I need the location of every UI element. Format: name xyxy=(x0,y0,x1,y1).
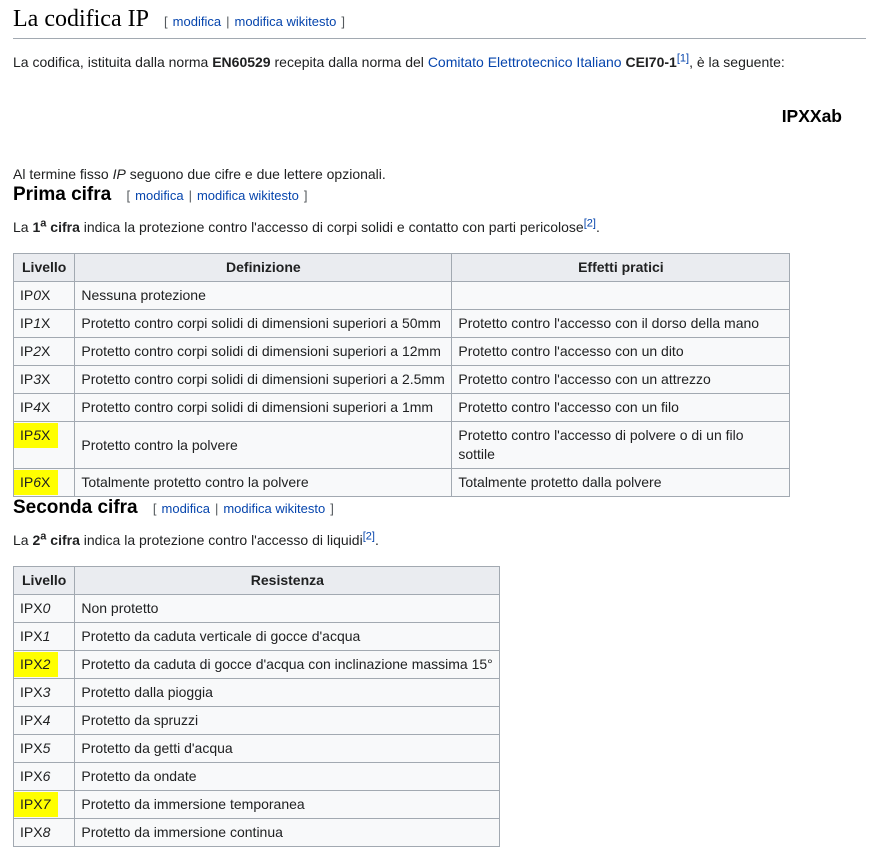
level-label: IPX0 xyxy=(20,600,51,616)
description-cell: Protetto contro corpi solidi di dimensioni superiori a 12mm xyxy=(75,338,452,366)
description-cell: Totalmente protetto dalla polvere xyxy=(452,469,790,497)
level-digit: 0 xyxy=(33,287,42,303)
edit-section xyxy=(127,188,308,203)
modifica-link[interactable]: modifica xyxy=(135,188,184,203)
level-digit: 7 xyxy=(42,796,51,812)
level-digit: 1 xyxy=(33,315,42,331)
table-row xyxy=(14,651,500,679)
description-cell: Protetto da ondate xyxy=(75,763,500,791)
level-digit: 2 xyxy=(33,343,42,359)
modifica-wikitesto-link[interactable]: modifica wikitesto xyxy=(223,501,326,516)
level-label-highlighted: IPX2 xyxy=(14,652,58,677)
note-ip-italic: IP xyxy=(112,166,126,182)
seconda-cifra-lead xyxy=(13,531,866,550)
reference-2-link[interactable]: [2] xyxy=(583,217,596,230)
level-label: IP1X xyxy=(20,315,51,331)
table-row xyxy=(14,735,500,763)
description-cell: Protetto contro l'accesso con un filo xyxy=(452,394,790,422)
description-cell: Protetto contro l'accesso con un dito xyxy=(452,338,790,366)
column-header: Livello xyxy=(14,254,75,282)
ordinal-sup: a xyxy=(40,530,47,543)
level-label: IPX4 xyxy=(20,712,51,728)
level-cell xyxy=(14,338,75,366)
description-cell: Totalmente protetto contro la polvere xyxy=(75,469,452,497)
level-digit: 6 xyxy=(33,474,42,490)
description-cell: Protetto da immersione temporanea xyxy=(75,791,500,819)
level-cell xyxy=(14,282,75,310)
level-label: IPX3 xyxy=(20,684,51,700)
table-row xyxy=(14,679,500,707)
edit-divider: | xyxy=(188,188,192,203)
level-cell xyxy=(14,707,75,735)
table-header-row xyxy=(14,254,790,282)
level-label: IPX1 xyxy=(20,628,51,644)
level-digit: 0 xyxy=(42,600,51,616)
table-row xyxy=(14,595,500,623)
table-row xyxy=(14,338,790,366)
level-label: IP2X xyxy=(20,343,51,359)
description-cell: Non protetto xyxy=(75,595,500,623)
level-digit: 5 xyxy=(42,740,51,756)
level-cell xyxy=(14,651,75,679)
intro-text-4: , è la seguente: xyxy=(689,54,785,70)
edit-section xyxy=(153,501,334,516)
section-heading-la-codifica-ip xyxy=(13,6,866,39)
lead-text-1: La xyxy=(13,532,33,548)
table-row xyxy=(14,819,500,847)
level-cell xyxy=(14,735,75,763)
lead-text-2: indica la protezione contro l'accesso di corpi solidi e contatto con parti pericolose xyxy=(79,219,584,235)
table-row xyxy=(14,422,790,469)
level-cell xyxy=(14,394,75,422)
table-row xyxy=(14,763,500,791)
intro-paragraph xyxy=(13,53,866,72)
level-label: IP4X xyxy=(20,399,51,415)
table-row xyxy=(14,623,500,651)
note-text-1: Al termine fisso xyxy=(13,166,113,182)
level-label: IP3X xyxy=(20,371,51,387)
level-digit: 3 xyxy=(33,371,42,387)
level-label: IPX8 xyxy=(20,824,51,840)
reference-2-sup xyxy=(584,217,596,229)
lead-text-2: indica la protezione contro l'accesso di liquidi xyxy=(79,532,363,548)
ordinal-rest: cifra xyxy=(46,532,80,548)
level-digit: 5 xyxy=(33,427,42,443)
level-digit: 8 xyxy=(42,824,51,840)
edit-bracket-open: [ xyxy=(126,188,131,203)
level-digit: 4 xyxy=(42,712,51,728)
seconda-cifra-title: Seconda cifra xyxy=(13,497,138,518)
lead-text-1: La xyxy=(13,219,33,235)
ordinal-number: 2 xyxy=(32,532,41,548)
page-title: La codifica IP xyxy=(13,6,149,32)
ordinal-number: 1 xyxy=(32,219,41,235)
section-heading-seconda-cifra xyxy=(13,497,866,519)
level-digit: 6 xyxy=(42,768,51,784)
level-label: IPX5 xyxy=(20,740,51,756)
description-cell: Protetto da spruzzi xyxy=(75,707,500,735)
description-cell: Protetto contro la polvere xyxy=(75,422,452,469)
lead-text-3: . xyxy=(595,219,600,235)
level-label: IPX6 xyxy=(20,768,51,784)
description-cell: Protetto contro l'accesso con un attrezzo xyxy=(452,366,790,394)
norm-cei70-1: CEI70-1 xyxy=(625,54,677,70)
intro-text-1: La codifica, istituita dalla norma xyxy=(13,54,213,70)
prima-cifra-lead xyxy=(13,218,866,237)
level-label-highlighted: IPX7 xyxy=(14,792,58,817)
table-row xyxy=(14,394,790,422)
ordinal-rest: cifra xyxy=(46,219,80,235)
level-cell xyxy=(14,623,75,651)
table-row xyxy=(14,791,500,819)
seconda-cifra-table xyxy=(13,566,500,847)
description-cell xyxy=(452,282,790,310)
column-header: Definizione xyxy=(75,254,452,282)
modifica-wikitesto-link[interactable]: modifica wikitesto xyxy=(196,188,299,203)
edit-bracket-open: [ xyxy=(164,14,168,29)
intro-text-2: recepita dalla norma del xyxy=(270,54,428,70)
ordinal-sup: a xyxy=(40,217,47,230)
reference-1-link[interactable]: [1] xyxy=(676,52,690,65)
reference-2-sup xyxy=(363,530,375,542)
table-row xyxy=(14,310,790,338)
modifica-link[interactable]: modifica xyxy=(172,14,222,29)
column-header: Effetti pratici xyxy=(452,254,790,282)
description-cell: Protetto contro l'accesso di polvere o di un filo sottile xyxy=(452,422,790,469)
modifica-link[interactable]: modifica xyxy=(161,501,210,516)
level-cell xyxy=(14,819,75,847)
lead-text-3: . xyxy=(374,532,379,548)
description-cell: Protetto contro corpi solidi di dimensioni superiori a 50mm xyxy=(75,310,452,338)
level-cell xyxy=(14,310,75,338)
comitato-elettrotecnico-italiano-link[interactable]: Comitato Elettrotecnico Italiano xyxy=(427,54,622,70)
level-digit: 1 xyxy=(42,628,51,644)
level-cell xyxy=(14,763,75,791)
description-cell: Protetto da caduta verticale di gocce d'acqua xyxy=(75,623,500,651)
level-digit: 2 xyxy=(42,656,51,672)
level-label-highlighted: IP6X xyxy=(14,470,58,495)
level-digit: 3 xyxy=(42,684,51,700)
description-cell: Protetto da immersione continua xyxy=(75,819,500,847)
description-cell: Protetto contro corpi solidi di dimensioni superiori a 2.5mm xyxy=(75,366,452,394)
level-label: IP0X xyxy=(20,287,51,303)
edit-bracket-close: ] xyxy=(341,14,345,29)
description-cell: Protetto da caduta di gocce d'acqua con inclinazione massima 15° xyxy=(75,651,500,679)
description-cell: Protetto contro corpi solidi di dimensioni superiori a 1mm xyxy=(75,394,452,422)
column-header: Resistenza xyxy=(75,567,500,595)
description-cell: Protetto dalla pioggia xyxy=(75,679,500,707)
modifica-wikitesto-link[interactable]: modifica wikitesto xyxy=(234,14,337,29)
norm-en60529: EN60529 xyxy=(212,54,271,70)
level-label-highlighted: IP5X xyxy=(14,423,58,448)
ip-formula: IPXXab xyxy=(781,106,842,126)
level-cell xyxy=(14,366,75,394)
table-row xyxy=(14,707,500,735)
table-row xyxy=(14,469,790,497)
description-cell: Nessuna protezione xyxy=(75,282,452,310)
note-paragraph xyxy=(13,165,866,184)
section-heading-prima-cifra xyxy=(13,184,866,206)
prima-cifra-table xyxy=(13,253,790,497)
level-cell xyxy=(14,679,75,707)
table-row xyxy=(14,366,790,394)
seconda-cifra-bold xyxy=(32,532,79,548)
description-cell: Protetto da getti d'acqua xyxy=(75,735,500,763)
prima-cifra-bold xyxy=(32,219,79,235)
level-cell xyxy=(14,469,75,497)
reference-2-link[interactable]: [2] xyxy=(362,530,375,543)
prima-cifra-title: Prima cifra xyxy=(13,184,112,205)
level-cell xyxy=(14,422,75,469)
description-cell: Protetto contro l'accesso con il dorso della mano xyxy=(452,310,790,338)
table-row xyxy=(14,282,790,310)
table-header-row xyxy=(14,567,500,595)
note-text-2: seguono due cifre e due lettere opzionali. xyxy=(125,166,386,182)
level-cell xyxy=(14,595,75,623)
level-digit: 4 xyxy=(33,399,42,415)
reference-1-sup xyxy=(677,52,689,64)
edit-section xyxy=(164,14,345,29)
edit-bracket-open: [ xyxy=(152,501,157,516)
edit-bracket-close: ] xyxy=(330,501,334,516)
edit-divider: | xyxy=(226,14,230,29)
level-cell xyxy=(14,791,75,819)
edit-divider: | xyxy=(214,501,219,516)
edit-bracket-close: ] xyxy=(303,188,308,203)
column-header: Livello xyxy=(14,567,75,595)
